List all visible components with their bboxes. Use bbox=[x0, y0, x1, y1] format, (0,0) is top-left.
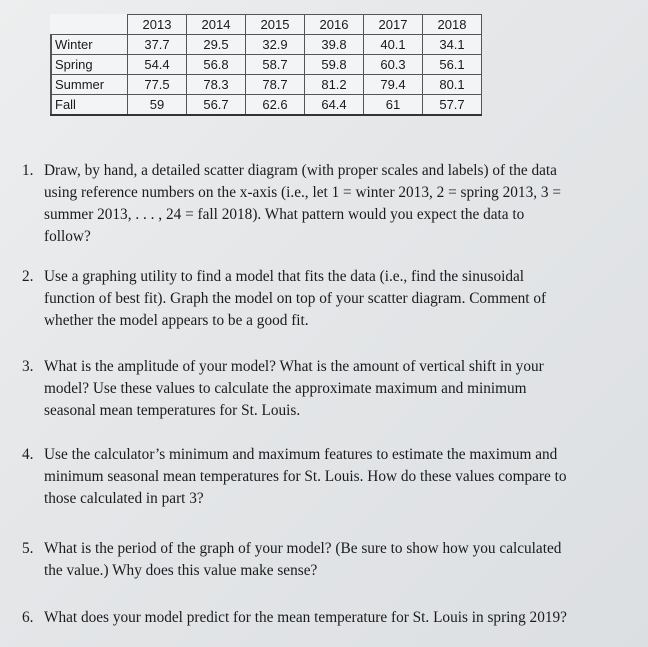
question-line: seasonal mean temperatures for St. Louis. bbox=[44, 402, 301, 419]
table-cell: 59 bbox=[128, 95, 187, 116]
season-label: Winter bbox=[51, 35, 128, 55]
table-cell: 64.4 bbox=[305, 95, 364, 116]
table-cell: 40.1 bbox=[364, 35, 423, 55]
question-text bbox=[44, 160, 644, 248]
season-label: Fall bbox=[51, 95, 128, 116]
table-cell: 29.5 bbox=[187, 35, 246, 55]
year-header: 2015 bbox=[246, 15, 305, 35]
question-line: What is the amplitude of your model? What is the amount of vertical shift in your bbox=[44, 358, 544, 375]
table-row bbox=[51, 95, 482, 116]
table-cell: 77.5 bbox=[128, 75, 187, 95]
question-number: 4. bbox=[22, 446, 34, 463]
table-header-row bbox=[51, 15, 482, 35]
table-cell: 34.1 bbox=[423, 35, 482, 55]
table-cell: 56.8 bbox=[187, 55, 246, 75]
year-header: 2018 bbox=[423, 15, 482, 35]
table-cell: 60.3 bbox=[364, 55, 423, 75]
question-line: summer 2013, . . . , 24 = fall 2018). What pattern would you expect the data to bbox=[44, 206, 525, 223]
question-line: Draw, by hand, a detailed scatter diagram (with proper scales and labels) of the data bbox=[44, 162, 557, 179]
table-cell: 39.8 bbox=[305, 35, 364, 55]
table-cell: 61 bbox=[364, 95, 423, 116]
question-line: model? Use these values to calculate the approximate maximum and minimum bbox=[44, 380, 527, 397]
table-cell: 81.2 bbox=[305, 75, 364, 95]
year-header: 2017 bbox=[364, 15, 423, 35]
table-cell: 56.7 bbox=[187, 95, 246, 116]
question-number: 2. bbox=[22, 268, 34, 285]
question-number: 1. bbox=[22, 162, 34, 179]
question-line: function of best fit). Graph the model on top of your scatter diagram. Comment of bbox=[44, 290, 547, 307]
table-cell: 80.1 bbox=[423, 75, 482, 95]
question-text bbox=[44, 266, 644, 332]
question-text bbox=[44, 607, 644, 629]
season-label: Summer bbox=[51, 75, 128, 95]
question-text bbox=[44, 444, 644, 510]
season-label: Spring bbox=[51, 55, 128, 75]
question-number: 6. bbox=[22, 609, 34, 626]
temperature-table bbox=[50, 14, 482, 116]
question-line: follow? bbox=[44, 228, 91, 245]
year-header: 2016 bbox=[305, 15, 364, 35]
table-cell: 32.9 bbox=[246, 35, 305, 55]
question-line: What is the period of the graph of your model? (Be sure to show how you calculated bbox=[44, 540, 562, 557]
table-row bbox=[51, 55, 482, 75]
question-line: the value.) Why does this value make sense? bbox=[44, 562, 318, 579]
question-number: 5. bbox=[22, 540, 34, 557]
question-line: Use the calculator’s minimum and maximum features to estimate the maximum and bbox=[44, 446, 558, 463]
question-text bbox=[44, 538, 644, 582]
table-cell: 62.6 bbox=[246, 95, 305, 116]
table-cell: 56.1 bbox=[423, 55, 482, 75]
table-row bbox=[51, 75, 482, 95]
table-cell: 78.7 bbox=[246, 75, 305, 95]
table-cell: 59.8 bbox=[305, 55, 364, 75]
question-line: whether the model appears to be a good fit. bbox=[44, 312, 309, 329]
question-line: What does your model predict for the mean temperature for St. Louis in spring 2019? bbox=[44, 609, 567, 626]
question-line: those calculated in part 3? bbox=[44, 490, 204, 507]
table-cell: 58.7 bbox=[246, 55, 305, 75]
table-cell: 57.7 bbox=[423, 95, 482, 116]
table-cell: 37.7 bbox=[128, 35, 187, 55]
table-cell: 79.4 bbox=[364, 75, 423, 95]
year-header: 2013 bbox=[128, 15, 187, 35]
table-row bbox=[51, 35, 482, 55]
question-number: 3. bbox=[22, 358, 34, 375]
year-header: 2014 bbox=[187, 15, 246, 35]
question-line: using reference numbers on the x-axis (i.e., let 1 = winter 2013, 2 = spring 2013, 3 = bbox=[44, 184, 561, 201]
question-line: Use a graphing utility to find a model that fits the data (i.e., find the sinusoidal bbox=[44, 268, 525, 285]
question-text bbox=[44, 356, 644, 422]
table-corner-cell bbox=[51, 15, 128, 35]
table-cell: 54.4 bbox=[128, 55, 187, 75]
table-cell: 78.3 bbox=[187, 75, 246, 95]
question-line: minimum seasonal mean temperatures for St. Louis. How do these values compare to bbox=[44, 468, 567, 485]
